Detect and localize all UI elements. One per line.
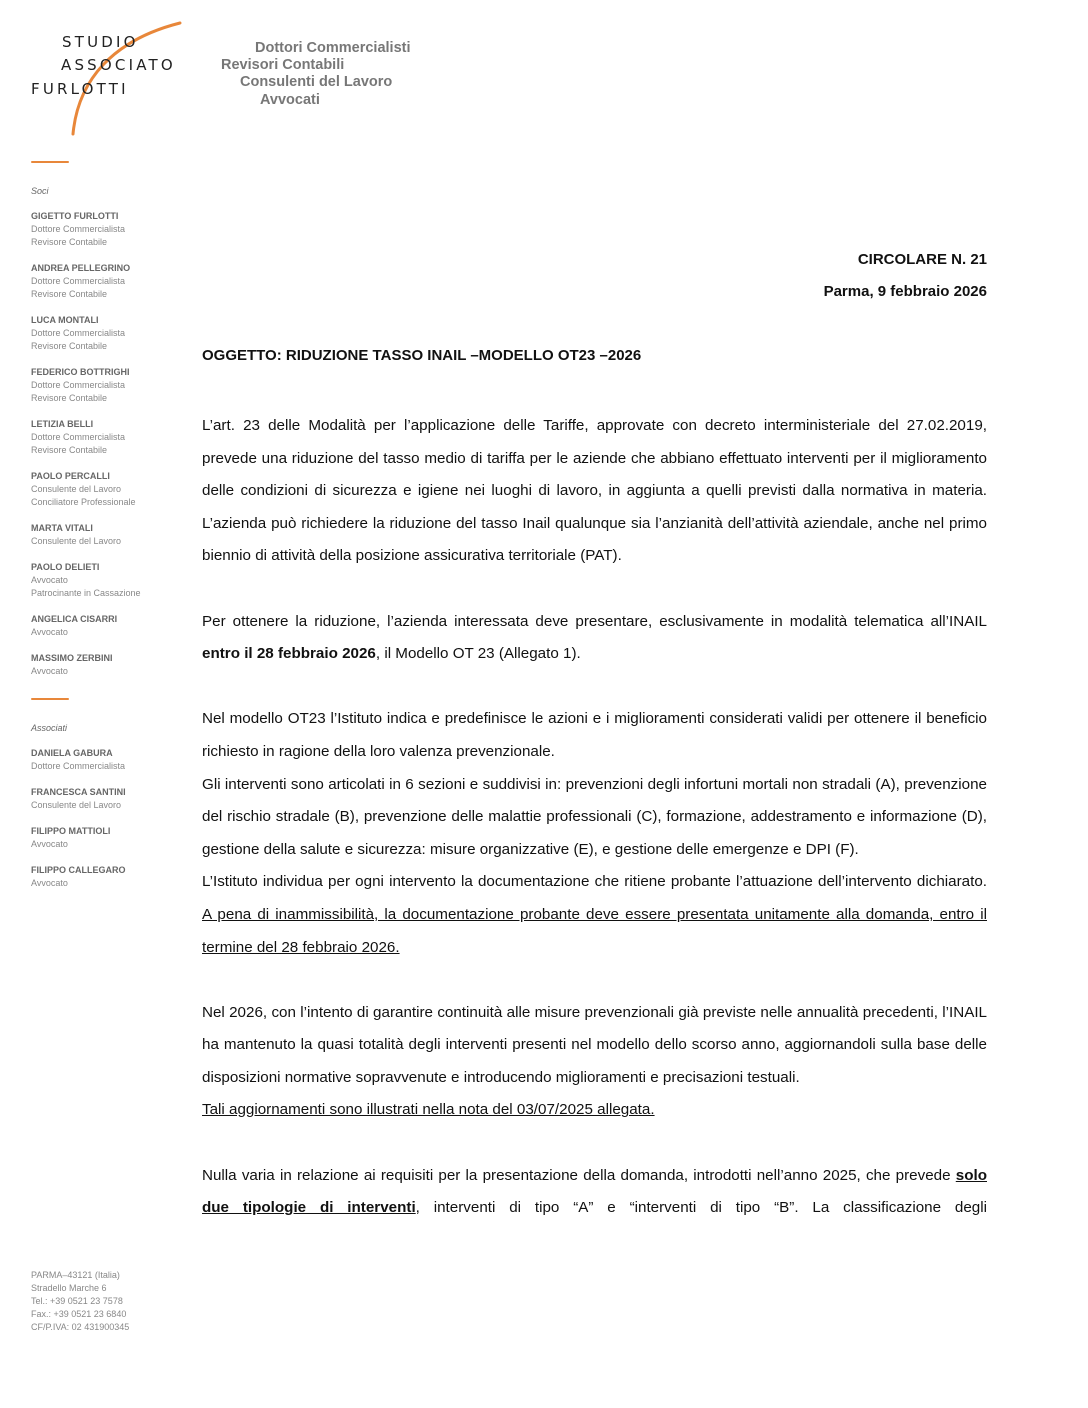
member-name: FEDERICO BOTTRIGHI [31,367,130,377]
member-name: FILIPPO MATTIOLI [31,826,111,836]
member-name: FILIPPO CALLEGARO [31,865,126,875]
footer-line: Tel.: +39 0521 23 7578 [31,1296,123,1306]
paragraph [202,606,987,671]
member-name: LETIZIA BELLI [31,419,94,429]
member-entry [31,652,141,678]
associati-heading: Associati [31,723,68,733]
paragraph [202,703,987,768]
divider [31,698,69,700]
member-entry [31,366,141,405]
member-role: Avvocato [31,666,68,676]
footer-line: CF/P.IVA: 02 431900345 [31,1322,130,1332]
divider [31,161,69,163]
paragraph [202,997,987,1095]
member-name: ANGELICA CISARRI [31,614,118,624]
member-role: Consulente del Lavoro [31,536,122,546]
member-entry [31,786,126,812]
member-role: Revisore Contabile [31,237,108,247]
tagline: Revisori Contabili [221,57,345,73]
text-segment: Nulla varia in relazione ai requisiti per la presentazione della domanda, introdotti nell’anno 2025, che prevede [202,1166,956,1184]
text-segment: L’Istituto individua per ogni intervento la documentazione che ritiene probante l’attuazione dell’intervento dichiarato. [202,873,987,891]
paragraph [202,1160,987,1225]
text-segment: Nel 2026, con l’intento di garantire continuità alle misure prevenzionali già previste nelle annualità precedenti, l’INAIL ha mantenuto la quasi totalità degli interventi presenti nel modello dello scorso anno, aggiornandoli sulla base delle disposizioni normative sopravvenute e introducendo miglioramenti e precisazioni testuali. [202,1003,987,1086]
paragraph [202,410,987,573]
sidebar-associati [31,722,126,903]
member-name: GIGETTO FURLOTTI [31,211,119,221]
member-entry [31,418,141,457]
member-entry [31,613,141,639]
text-segment: Gli interventi sono articolati in 6 sezioni e suddivisi in: prevenzioni degli infortuni mortali non stradali (A), prevenzione del rischio stradale (B), prevenzione delle malattie professionali (C), formazione, addestramento e informazione (D), gestione della salute e sicurezza: misure organizzative (E), e gestione delle emergenze e DPI (F). [202,775,987,858]
member-name: PAOLO DELIETI [31,562,100,572]
member-name: MASSIMO ZERBINI [31,653,113,663]
footer-address [31,1269,129,1334]
logo [28,20,188,145]
footer-line: Stradello Marche 6 [31,1283,107,1293]
member-role: Dottore Commercialista [31,276,126,286]
document-body [202,410,987,1257]
member-role: Patrocinante in Cassazione [31,588,141,598]
member-entry [31,825,126,851]
paragraph [202,769,987,867]
text-segment: Per ottenere la riduzione, l’azienda interessata deve presentare, esclusivamente in modalità telematica all’INAIL [202,612,987,630]
document-date: Parma, 9 febbraio 2026 [823,283,987,300]
text-segment: solo due tipologie di interventi [202,1166,987,1217]
member-name: FRANCESCA SANTINI [31,787,126,797]
tagline: Dottori Commercialisti [255,40,411,56]
logo-line-2: ASSOCIATO [61,56,176,74]
member-role: Conciliatore Professionale [31,497,136,507]
member-entry [31,262,141,301]
logo-line-3: FURLOTTI [31,80,129,98]
circolare-number: CIRCOLARE N. 21 [857,251,987,268]
member-entry [31,522,141,548]
subject-line: OGGETTO: RIDUZIONE TASSO INAIL –MODELLO OT23 –2026 [202,347,642,364]
paragraph [202,1094,987,1127]
member-entry [31,314,141,353]
member-role: Dottore Commercialista [31,761,126,771]
member-name: DANIELA GABURA [31,748,113,758]
member-role: Consulente del Lavoro [31,800,122,810]
member-role: Revisore Contabile [31,289,108,299]
member-role: Consulente del Lavoro [31,484,122,494]
tagline: Avvocati [260,92,320,108]
logo-line-1: STUDIO [62,33,139,51]
text-segment: L’art. 23 delle Modalità per l’applicazione delle Tariffe, approvate con decreto interministeriale del 27.02.2019, prevede una riduzione del tasso medio di tariffa per le aziende che abbiano effettuato interventi per il miglioramento delle condizioni di sicurezza e igiene nei luoghi di lavoro, in aggiunta a quelli previsti dalla normativa in materia. L’azienda può richiedere la riduzione del tasso Inail qualunque sia l’anzianità dell’attività aziendale, anche nel primo biennio di attività della posizione assicurativa territoriale (PAT). [202,417,987,565]
member-role: Revisore Contabile [31,393,108,403]
member-role: Revisore Contabile [31,341,108,351]
member-role: Avvocato [31,627,68,637]
member-name: ANDREA PELLEGRINO [31,263,131,273]
member-role: Avvocato [31,575,68,585]
text-segment: , interventi di tipo “A” e “interventi di tipo “B”. La classificazione degli [415,1199,987,1217]
sidebar-soci [31,185,141,691]
member-name: MARTA VITALI [31,523,93,533]
member-role: Dottore Commercialista [31,328,126,338]
text-segment: Nel modello OT23 l’Istituto indica e predefinisce le azioni e i miglioramenti considerati validi per ottenere il beneficio richiesto in ragione della loro valenza prevenzionale. [202,710,987,760]
member-role: Dottore Commercialista [31,432,126,442]
text-segment: entro il 28 febbraio 2026 [202,645,376,663]
member-entry [31,210,141,249]
member-role: Dottore Commercialista [31,224,126,234]
footer-line: PARMA–43121 (Italia) [31,1270,120,1280]
text-segment: , il Modello OT 23 (Allegato 1). [375,645,581,663]
footer-line: Fax.: +39 0521 23 6840 [31,1309,127,1319]
soci-heading: Soci [31,186,49,196]
member-role: Dottore Commercialista [31,380,126,390]
member-entry [31,747,126,773]
text-segment: A pena di inammissibilità, la documentazione probante deve essere presentata unitamente alla domanda, entro il termine del 28 febbraio 2026. [202,905,987,956]
member-role: Avvocato [31,878,68,888]
tagline: Consulenti del Lavoro [240,74,393,90]
member-name: PAOLO PERCALLI [31,471,110,481]
paragraph [202,866,987,964]
member-role: Avvocato [31,839,68,849]
member-name: LUCA MONTALI [31,315,99,325]
member-entry [31,470,141,509]
text-segment: Tali aggiornamenti sono illustrati nella nota del 03/07/2025 allegata. [202,1101,655,1119]
member-entry [31,864,126,890]
member-entry [31,561,141,600]
member-role: Revisore Contabile [31,445,108,455]
